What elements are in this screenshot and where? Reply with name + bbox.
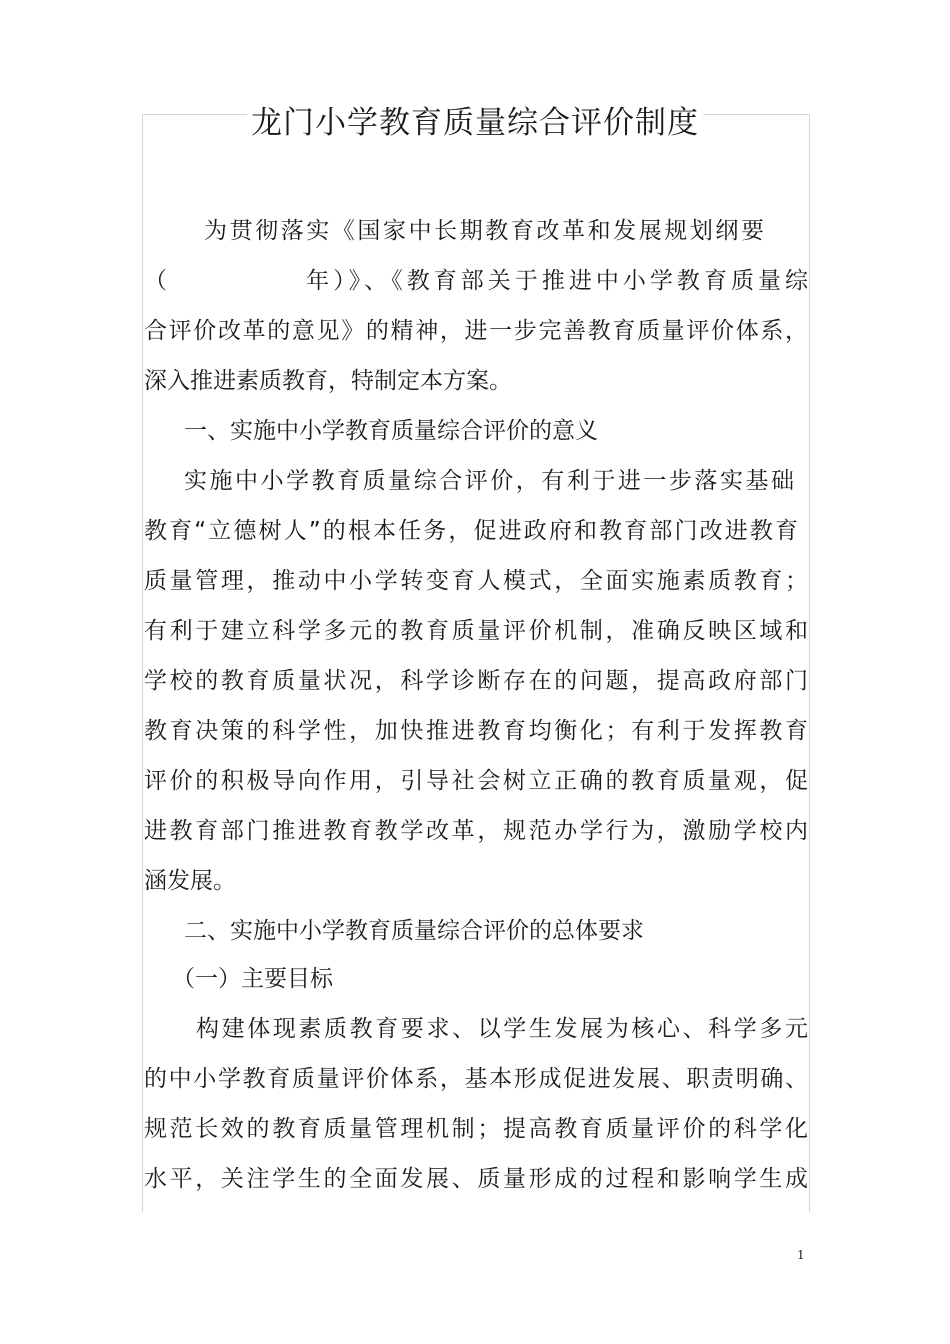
section-heading: 二、实施中小学教育质量综合评价的总体要求 [184, 918, 644, 944]
section-heading: 一、实施中小学教育质量综合评价的意义 [184, 418, 598, 444]
paragraph-line: 实施中小学教育质量综合评价，有利于进一步落实基础 [184, 468, 794, 494]
title-text: 龙门小学教育质量综合评价制度 [247, 105, 703, 141]
page-bottom-area [0, 1212, 950, 1344]
paragraph-line: 进教育部门推进教育教学改革，规范办学行为，激励学校内 [144, 818, 808, 844]
paragraph-line: 教育“立德树人”的根本任务，促进政府和教育部门改进教育 [144, 518, 798, 544]
page-number: 1 [797, 1248, 805, 1262]
paragraph-line: 学校的教育质量状况，科学诊断存在的问题，提高政府部门 [144, 668, 808, 694]
subsection-heading: （一）主要目标 [172, 966, 333, 992]
paragraph-line: 规范长效的教育质量管理机制；提高教育质量评价的科学化 [144, 1116, 808, 1142]
document-title [0, 98, 950, 148]
paragraph-line: 涵发展。 [144, 868, 236, 894]
paragraph-line: 教育决策的科学性，加快推进教育均衡化；有利于发挥教育 [144, 718, 808, 744]
paragraph-line: 的中小学教育质量评价体系，基本形成促进发展、职责明确、 [144, 1066, 808, 1092]
paragraph-line: 为贯彻落实《国家中长期教育改革和发展规划纲要 [204, 218, 764, 244]
paragraph-line: 构建体现素质教育要求、以学生发展为核心、科学多元 [196, 1016, 808, 1042]
paragraph-line: 深入推进素质教育，特制定本方案。 [144, 368, 512, 394]
paragraph-line: 有利于建立科学多元的教育质量评价机制，准确反映区域和 [144, 618, 808, 644]
paragraph-line: 合评价改革的意见》的精神，进一步完善教育质量评价体系， [144, 318, 808, 344]
paragraph-line: （ 年）》、《教育部关于推进中小学教育质量综 [144, 268, 808, 294]
paragraph-line: 水平，关注学生的全面发展、质量形成的过程和影响学生成 [144, 1166, 808, 1192]
paragraph-line: 评价的积极导向作用，引导社会树立正确的教育质量观，促 [144, 768, 808, 794]
paragraph-line: 质量管理，推动中小学转变育人模式，全面实施素质教育； [144, 568, 808, 594]
